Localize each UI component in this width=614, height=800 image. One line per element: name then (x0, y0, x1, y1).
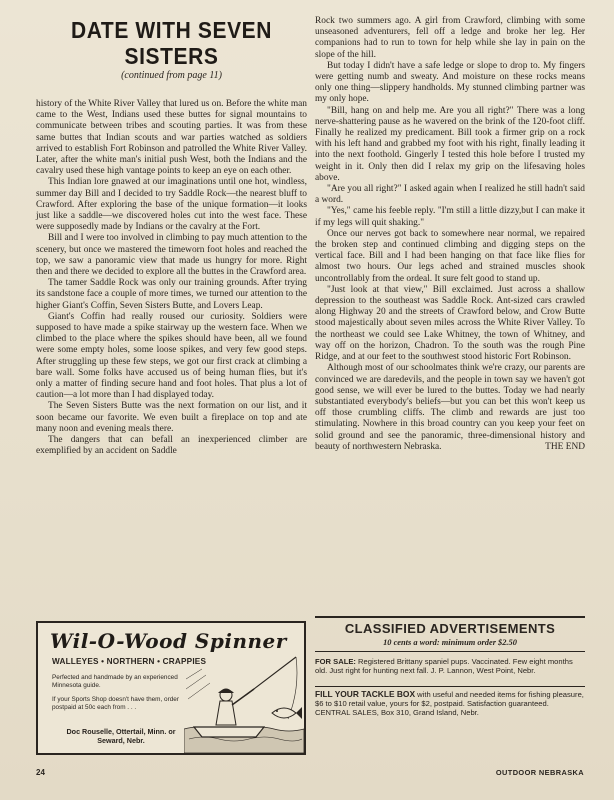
article-paragraph: The dangers that can befall an inexperienced climber are exemplified by an accident on Saddle (36, 435, 307, 457)
article-paragraph: "Just look at that view," Bill exclaimed. Just across a shallow depression to the southeast was Saddle Rock. Ant-sized cars crawled along Highway 20 and the streets of Crawford below, and Crow Butte stood majestically about seven miles across the White River Valley. To the northeast we could see Lake Whitney, the town of Whitney, and way off on the horizon, Chadron. To the south was the rough Pine Ridge, and at our feet to the southwest stood historic Fort Robinson. (315, 284, 585, 363)
ad-description: Perfected and handmade by an experienced Minnesota guide. (52, 674, 178, 689)
article-paragraph: This Indian lore gnawed at our imaginations until one hot, windless, summer day Bill and I decided to try Saddle Rock—the nearest bluff to Crawford. After exploring the base of the unique formation—it looks just like a saddle—we discovered holes cut into the west face. These were supposedly made by Indians or the cavalry at the Fort. (36, 177, 307, 233)
article-paragraph: "Bill, hang on and help me. Are you all right?" There was a long nerve-shattering pause as he wavered on the brink of the 120-foot cliff. Finally he realized my predicament. Bill took a firmer grip on a rock with his left hand and grabbed my foot with his right, finally leading it into the next foothold. Gingerly I tested this hole before I trusted my weight in it. Only then did I relax my grip on the lifesaving holes above. (315, 105, 585, 183)
page-number: 24 (36, 768, 45, 777)
article-paragraph: "Are you all right?" I asked again when I realized he still hadn't said a word. (315, 184, 585, 206)
classified-divider (315, 686, 585, 687)
article-left-column (36, 18, 307, 458)
article-paragraph: The tamer Saddle Rock was only our training grounds. After trying its sandstone face a couple of more times, we turned our attention to the higher Giant's Coffin, Seven Sisters Butte, and Lovers Leap. (36, 278, 307, 311)
article-paragraph: Rock two summers ago. A girl from Crawford, climbing with some unseasoned adventurers, fell off a ledge and broke her leg. Her companions had to run to town for help while she lay in pain on the slope of the hill. (315, 16, 585, 60)
ad-species: WALLEYES • NORTHERN • CRAPPIES (52, 657, 207, 666)
classified-item-text: with useful and needed items for fishing pleasure, $6 to $10 retail value, yours for $2, postpaid. Satisfaction guaranteed. CENTRAL SALES, Box 310, Grand Island, Nebr. (315, 690, 584, 718)
classified-top-rule (315, 616, 585, 618)
article-subtitle: (continued from page 11) (121, 70, 222, 81)
article-paragraph: The Seven Sisters Butte was the next formation on our list, and it soon became our favorite. We even built a fireplace on top and ate many noon and evening meals there. (36, 401, 307, 434)
classified-item-lead: FILL YOUR TACKLE BOX (315, 689, 416, 699)
the-end-marker: THE END (545, 441, 585, 452)
article-title: DATE WITH SEVEN SISTERS (70, 18, 273, 70)
classified-item (315, 690, 585, 718)
article-paragraph: But today I didn't have a safe ledge or slope to drop to. My fingers were getting numb and sweaty. And moisture on these rocks means only one thing—slippery handholds. My stunned climbing partner was my only hope. (315, 60, 585, 105)
classified-divider (315, 651, 585, 652)
article-paragraph: Giant's Coffin had really roused our curiosity. Soldiers were supposed to have made a spike stairway up the western face. When we climbed to the place where the spikes should have been, all we found were some empty holes, some loose spikes, and very few good steps. After struggling up these few steps, we got our first crack at climbing a bare wall. Some folks have accused us of being human flies, but it's only a matter of finding secure hand and foot holes. That plus a lot of caution—a lot more than I had displayed today. (36, 311, 307, 401)
classified-title: CLASSIFIED ADVERTISEMENTS (344, 621, 556, 636)
spinner-advertisement (36, 621, 306, 755)
article-paragraph: history of the White River Valley that lured us on. Before the white man came to the West, Indians used these buttes for signal mountains to communicate between tribes and scouting parties. It was from these same buttes that Indian scouts and war parties watched as soldiers arrived to establish Fort Robinson and patrolled the White River Valley. Later, after the white man's initial push West, both the Indians and the cavalry used these high vantage points to keep an eye on each other. (36, 99, 307, 177)
magazine-name: OUTDOOR NEBRASKA (495, 768, 584, 777)
article-paragraph: Bill and I were too involved in climbing to pay much attention to the scenery, but once we mastered the timeworn foot holes and reached the top, we saw a panoramic view that made us hungry for more. Right then and there we decided to explore all the buttes in the Crawford area. (36, 233, 307, 278)
ad-dealer: Doc Rouselle, Ottertail, Minn. or Seward, Nebr. (66, 727, 176, 745)
article-paragraph: Once our nerves got back to somewhere near normal, we repaired the broken step and continued climbing and digging steps on the vertical face. Bill and I had been hanging on that face like flies for almost two hours. Our legs ached and strained muscles shook uncontrollably from the ordeal. It sure felt good to stand up. (315, 228, 585, 284)
ad-order-info: If your Sports Shop doesn't have them, order postpaid at 50c each from . . . (52, 696, 179, 711)
article-right-column (315, 16, 585, 453)
classified-item-text: Registered Brittany spaniel pups. Vaccinated. Few eight months old. Just right for hunting next fall. J. P. Lannon, West Point, Nebr. (315, 657, 573, 676)
fisherman-illustration (184, 649, 304, 753)
classified-item (315, 657, 585, 675)
article-paragraph: Although most of our schoolmates think we're crazy, our parents are convinced we are daredevils, and the people in town say we haven't got good sense, we will ever be lured to the buttes. Today we had nearly substantiated everybody's beliefs—but you can bet this won't keep us off those crumbling cliffs. The climb and rewards are just too stimulating. Nowhere in this broad country can you keep your feet on solid ground and see the panoramic, three-dimensional history and beauty of northwestern Nebraska. (315, 363, 585, 452)
article-paragraph: "Yes," came his feeble reply. "I'm still a little dizzy,but I can make it if my legs will quit shaking." (315, 206, 585, 228)
classified-rate: 10 cents a word: minimum order $2.50 (383, 638, 517, 647)
classified-item-lead: FOR SALE: (315, 657, 356, 666)
ad-title: Wil-O-Wood Spinner (50, 629, 287, 653)
